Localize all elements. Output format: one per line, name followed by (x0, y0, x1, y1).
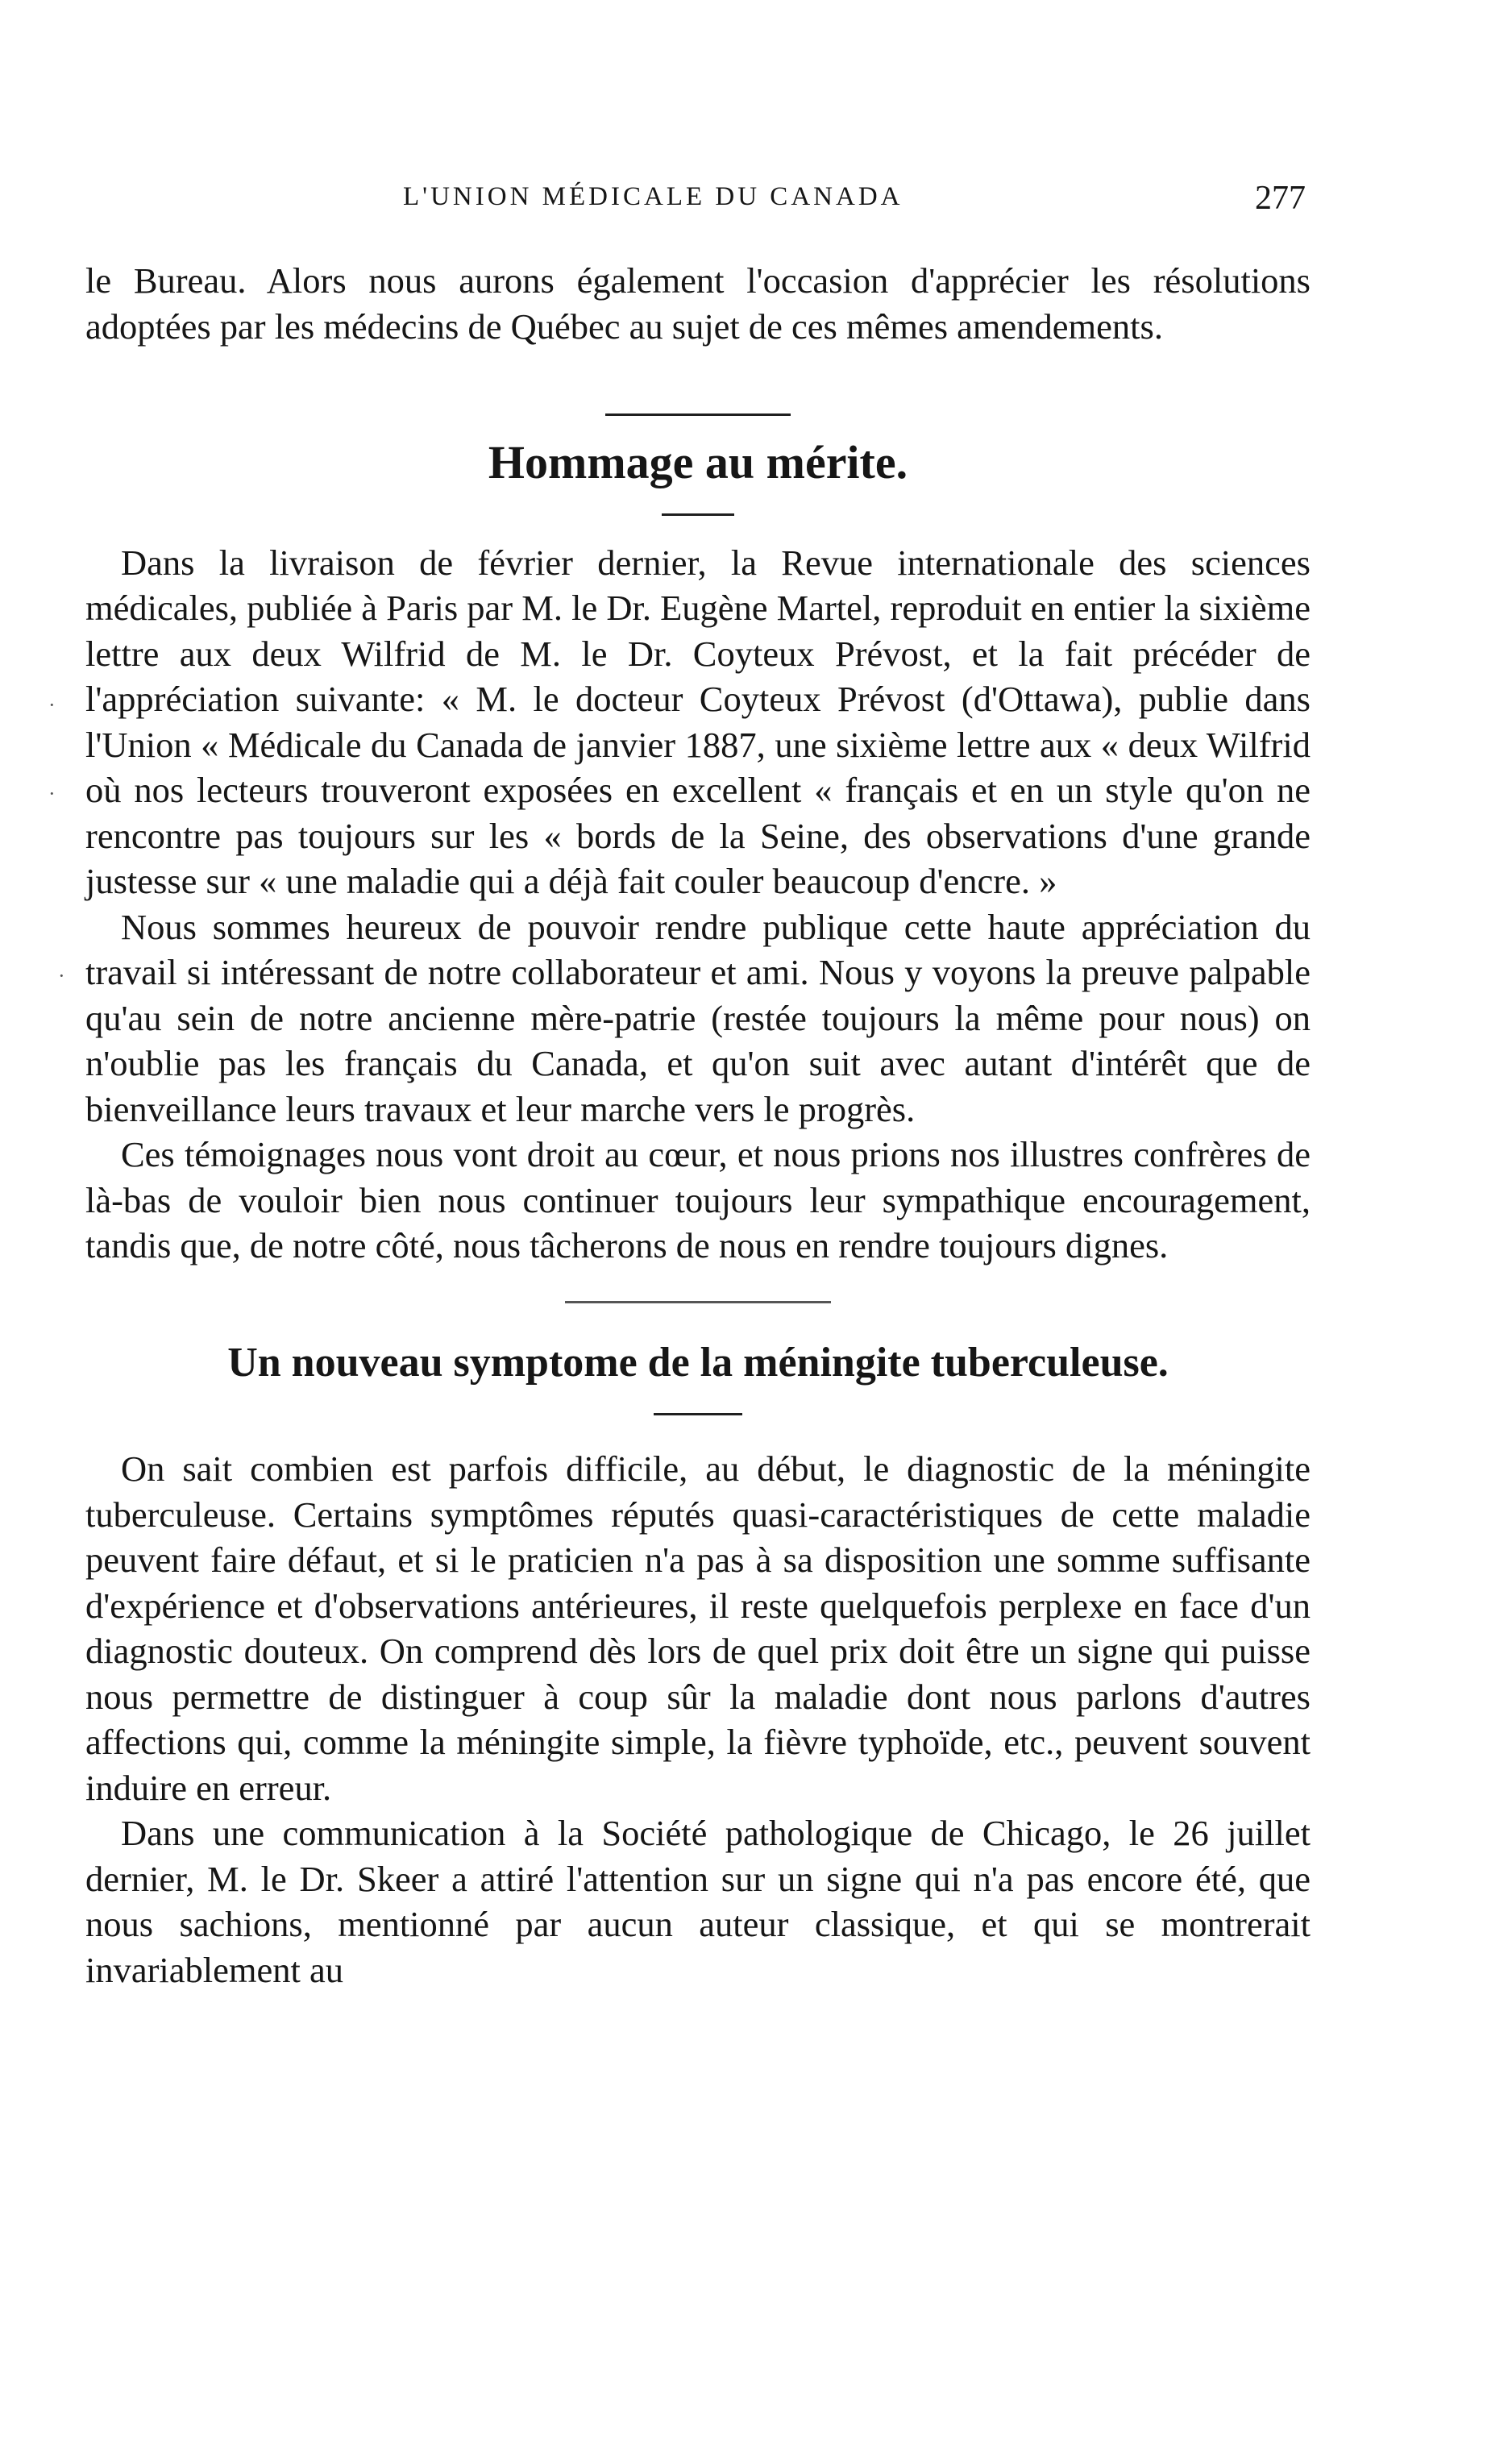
section-divider (605, 413, 791, 416)
heading-dash (654, 1413, 742, 1415)
article-body (85, 258, 1311, 1993)
page-header (403, 182, 1306, 231)
heading-dash (662, 513, 734, 516)
paragraph-appreciation: Nous sommes heureux de pouvoir rendre publique cette haute appréciation du travail si intéressant de notre collaborateur et ami. Nous y voyons la preuve palpable qu'au sein de notre ancienne mère-patrie (restée toujours la même pour nous) on n'oublie pas les français du Canada, et qu'on suit avec autant d'intérêt que de bienveillance leurs travaux et leur marche vers le progrès. (85, 906, 1311, 1129)
paragraph-continuation: le Bureau. Alors nous aurons également l'occasion d'apprécier les résolutions adoptées par les médecins de Québec au sujet de ces mêmes amendements. (85, 260, 1311, 347)
section-divider (565, 1301, 831, 1303)
margin-mark: · (48, 782, 56, 805)
paragraph-revue: Dans la livraison de février dernier, la Revue internationale des sciences médicales, publiée à Paris par M. le Dr. Eugène Martel, reproduit en entier la sixième lettre aux deux Wilfrid de M. le Dr. Coyteux Prévost, et la fait précéder de l'appréciation suivante: « M. le docteur Coyteux Prévost (d'Ottawa), publie dans l'Union « Médicale du Canada de janvier 1887, une sixième lettre aux « deux Wilfrid où nos lecteurs trouveront exposées en excellent « français et en un style qu'on ne rencontre pas toujours sur les « bords de la Seine, des observations d'une grande justesse sur « une maladie qui a déjà fait couler beaucoup d'encre. » (85, 542, 1311, 901)
paragraph-communication: Dans une communication à la Société pathologique de Chicago, le 26 juillet dernier, M. le Dr. Skeer a attiré l'attention sur un signe qui n'a pas encore été, que nous sachions, mentionné par aucun auteur classique, et qui se montrerait invariablement au (85, 1813, 1311, 1990)
paragraph-temoignages: Ces témoignages nous vont droit au cœur, et nous prions nos illustres confrères de là-bas de vouloir bien nous continuer toujours leur sympathique encouragement, tandis que, de notre côté, nous tâcherons de nous en rendre toujours dignes. (85, 1134, 1311, 1265)
section-heading-hommage: Hommage au mérite. (488, 436, 908, 488)
page-number: 277 (1255, 180, 1306, 217)
running-head: L'UNION MÉDICALE DU CANADA (403, 182, 903, 211)
section-heading-meningite: Un nouveau symptome de la méningite tuberculeuse. (227, 1339, 1169, 1386)
paragraph-diagnostic: On sait combien est parfois difficile, au début, le diagnostic de la méningite tuberculeuse. Certains symptômes réputés quasi-caractéristiques de cette maladie peuvent faire défaut, et si le praticien n'a pas à sa disposition une somme suffisante d'expérience et d'observations antérieures, il reste quelquefois perplexe en face d'un diagnostic douteux. On comprend dès lors de quel prix doit être un signe qui puisse nous permettre de distinguer à coup sûr la maladie dont nous parlons d'autres affections qui, comme la méningite simple, la fièvre typhoïde, etc., peuvent souvent induire en erreur. (85, 1448, 1311, 1808)
margin-mark: · (48, 693, 56, 717)
margin-mark: · (58, 964, 65, 987)
